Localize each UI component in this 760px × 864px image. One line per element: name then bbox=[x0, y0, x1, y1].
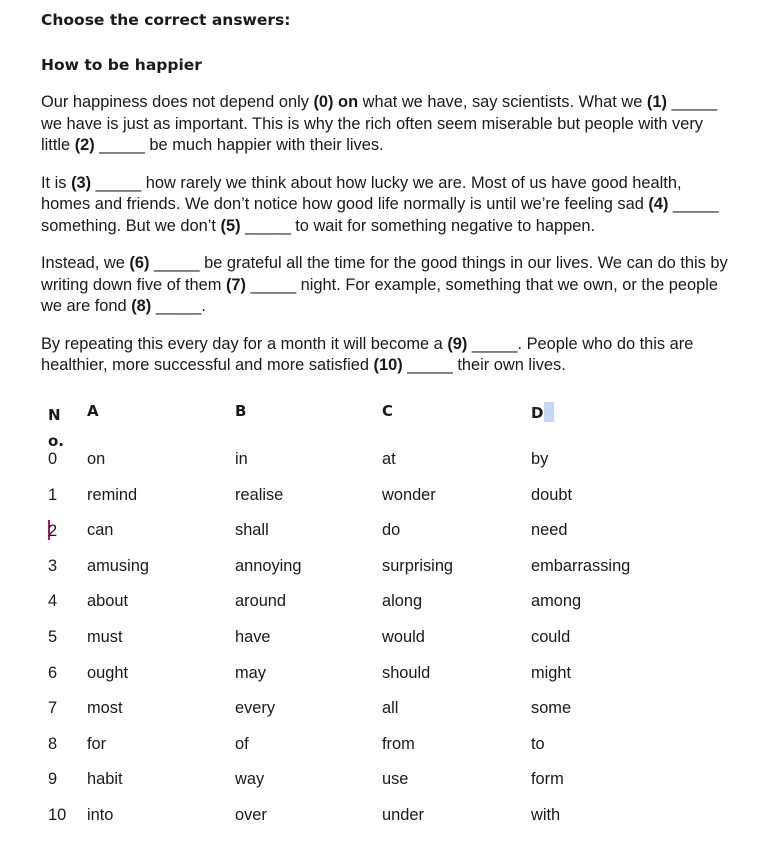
header-d: D bbox=[531, 404, 544, 422]
row-number: 1 bbox=[48, 485, 58, 504]
row-number: 2 bbox=[48, 522, 58, 541]
text-segment: _____ to wait for something negative to happen. bbox=[240, 216, 596, 235]
text-segment: Our happiness does not depend only bbox=[41, 93, 314, 111]
option-b: have bbox=[235, 627, 271, 646]
article-title: How to be happier bbox=[41, 56, 202, 74]
text-segment: _____. People who do this are healthier, more successful and more satisfied bbox=[41, 334, 694, 374]
option-c: surprising bbox=[382, 556, 454, 575]
option-a: for bbox=[87, 734, 107, 753]
option-b: may bbox=[235, 663, 266, 682]
option-c: all bbox=[382, 699, 399, 718]
gap-number: (9) bbox=[447, 334, 468, 353]
text-segment: _____ night. For example, something that we own, or the people we are fond bbox=[41, 275, 718, 315]
option-d: among bbox=[531, 592, 582, 611]
option-d: could bbox=[531, 627, 571, 646]
header-a: A bbox=[87, 402, 99, 420]
option-b: in bbox=[235, 450, 248, 468]
option-a: into bbox=[87, 805, 114, 824]
option-d: by bbox=[531, 450, 549, 468]
paragraph-3[interactable] bbox=[41, 253, 731, 318]
option-b: annoying bbox=[235, 556, 302, 575]
row-number: 6 bbox=[48, 663, 58, 682]
text-segment: _____ how rarely we think about how lucky we are. Most of us have good health, homes and friends. We don’t notice how good life normally is until we’re feeling sad bbox=[41, 173, 682, 213]
option-b: every bbox=[235, 699, 276, 718]
table-row[interactable] bbox=[48, 698, 688, 734]
row-number-cell[interactable] bbox=[48, 520, 57, 541]
text-segment: what we have, say scientists. What we bbox=[358, 93, 647, 111]
option-a: remind bbox=[87, 485, 138, 504]
gap-number: (1) bbox=[646, 93, 667, 111]
option-d: doubt bbox=[531, 485, 573, 504]
gap-number: (2) bbox=[74, 136, 95, 154]
option-d: with bbox=[531, 805, 561, 824]
table-row[interactable] bbox=[48, 805, 688, 841]
option-c: under bbox=[382, 805, 424, 824]
option-c: would bbox=[382, 627, 425, 646]
row-number: 9 bbox=[48, 770, 58, 789]
table-row[interactable] bbox=[48, 663, 688, 699]
gap-number: (7) bbox=[225, 275, 246, 294]
paragraph-1[interactable] bbox=[41, 92, 731, 157]
option-a: ought bbox=[87, 663, 129, 682]
table-row[interactable] bbox=[48, 769, 688, 805]
option-a: most bbox=[87, 699, 123, 718]
text-segment: It is bbox=[41, 173, 72, 192]
gap-number: (10) bbox=[373, 356, 403, 374]
gap-number: (3) bbox=[71, 173, 92, 192]
option-d: embarrassing bbox=[531, 556, 631, 575]
option-b: way bbox=[235, 770, 265, 789]
text-segment: _____ something. But we don’t bbox=[41, 195, 719, 235]
option-b: around bbox=[235, 592, 287, 611]
option-a: must bbox=[87, 627, 123, 646]
text-segment: _____ be much happier with their lives. bbox=[94, 136, 384, 154]
option-d: might bbox=[531, 663, 572, 682]
option-a: on bbox=[87, 450, 106, 468]
paragraph-2[interactable] bbox=[41, 173, 731, 238]
table-row[interactable] bbox=[48, 591, 688, 627]
row-number: 7 bbox=[48, 699, 58, 718]
answer-table[interactable] bbox=[48, 399, 688, 841]
option-b: of bbox=[235, 734, 249, 753]
table-row[interactable] bbox=[48, 520, 688, 556]
gap-number: (0) on bbox=[313, 93, 359, 111]
text-segment: _____. bbox=[151, 297, 206, 315]
row-number: 5 bbox=[48, 627, 58, 646]
paragraph-4[interactable] bbox=[41, 334, 731, 377]
header-c: C bbox=[382, 402, 394, 420]
document-body[interactable] bbox=[41, 10, 731, 377]
text-segment: _____ be grateful all the time for the good things in our lives. We can do this by writing down five of them bbox=[41, 254, 728, 294]
row-number: 10 bbox=[48, 805, 67, 824]
header-b: B bbox=[235, 402, 247, 420]
table-row[interactable] bbox=[48, 627, 688, 663]
gap-number: (5) bbox=[220, 216, 241, 235]
text-selection-highlight bbox=[544, 402, 554, 422]
option-c: at bbox=[382, 450, 396, 468]
gap-number: (6) bbox=[129, 254, 150, 272]
table-row[interactable] bbox=[48, 485, 688, 521]
option-d: some bbox=[531, 699, 572, 718]
gap-number: (8) bbox=[131, 297, 152, 315]
option-c: from bbox=[382, 734, 415, 753]
option-b: shall bbox=[235, 521, 269, 540]
row-number: 4 bbox=[48, 592, 58, 611]
text-segment: _____ we have is just as important. This is why the rich often seem miserable but people with very little bbox=[41, 93, 718, 154]
table-row[interactable] bbox=[48, 734, 688, 770]
option-c: should bbox=[382, 663, 431, 682]
option-d: to bbox=[531, 734, 545, 753]
instruction-title: Choose the correct answers: bbox=[41, 11, 291, 29]
row-number: 0 bbox=[48, 450, 58, 468]
option-a: habit bbox=[87, 770, 123, 789]
option-b: realise bbox=[235, 485, 284, 504]
table-header-row bbox=[48, 399, 688, 449]
option-a: about bbox=[87, 592, 129, 611]
text-segment: _____ their own lives. bbox=[402, 356, 566, 374]
option-c: along bbox=[382, 592, 423, 611]
option-c: use bbox=[382, 770, 409, 789]
option-b: over bbox=[235, 805, 267, 824]
gap-number: (4) bbox=[648, 195, 669, 213]
table-row[interactable] bbox=[48, 556, 688, 592]
option-d: need bbox=[531, 521, 568, 540]
header-no: No. bbox=[48, 406, 65, 450]
row-number: 8 bbox=[48, 734, 58, 753]
table-row[interactable] bbox=[48, 449, 688, 485]
row-number: 3 bbox=[48, 556, 58, 575]
text-segment: Instead, we bbox=[41, 254, 130, 272]
option-a: can bbox=[87, 521, 114, 540]
header-d-cell[interactable] bbox=[531, 402, 554, 422]
option-c: do bbox=[382, 521, 401, 540]
option-a: amusing bbox=[87, 556, 149, 575]
option-c: wonder bbox=[382, 485, 436, 504]
text-segment: By repeating this every day for a month it will become a bbox=[41, 334, 448, 353]
option-d: form bbox=[531, 770, 564, 789]
